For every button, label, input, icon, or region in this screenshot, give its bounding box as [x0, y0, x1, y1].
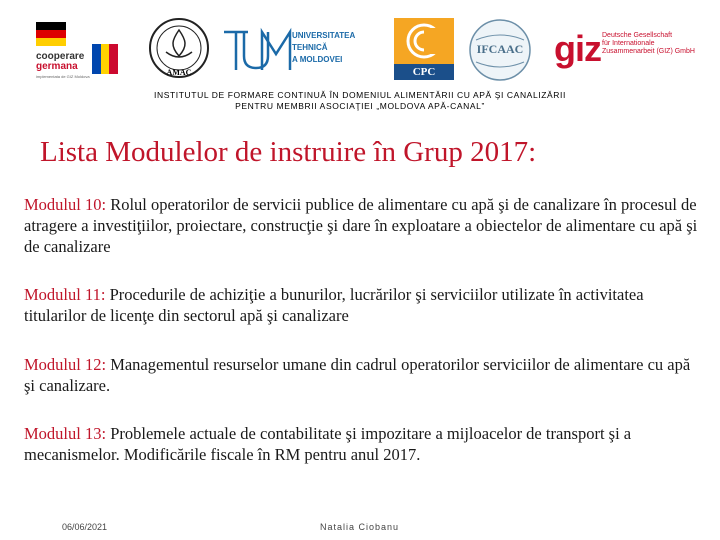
module-item — [24, 423, 702, 465]
amac-logo — [146, 16, 212, 84]
module-label: Modulul 10: — [24, 195, 107, 214]
module-item — [24, 354, 702, 396]
page-title: Lista Modulelor de instruire în Grup 2017: — [40, 136, 537, 168]
cooperare-subtext: implementata de GIZ Moldova — [36, 74, 90, 79]
module-list — [24, 194, 702, 492]
institute-heading — [0, 90, 720, 112]
footer-author: Natalia Ciobanu — [320, 522, 400, 532]
module-text: Managementul resurselor umane din cadrul operatorilor serviciilor de alimentare cu apă şi canalizare. — [24, 355, 691, 395]
module-text: Rolul operatorilor de servicii publice de alimentare cu apă şi de canalizare în procesul de atragere a investiţiilor, proiectare, construcţie şi dare în exploatare a obiectelor de alimentare cu apă şi de canalizare — [24, 195, 698, 256]
giz-logo — [554, 28, 714, 76]
moldova-flag-icon — [92, 44, 118, 74]
utm-logo — [222, 24, 382, 76]
cooperare-germana-logo — [36, 22, 122, 86]
module-label: Modulul 13: — [24, 424, 107, 443]
institute-line-1: INSTITUTUL DE FORMARE CONTINUĂ ÎN DOMENIUL ALIMENTĂRII CU APĂ ŞI CANALIZĂRII — [154, 90, 566, 100]
module-text: Procedurile de achiziţie a bunurilor, lucrărilor şi serviciilor utilizate în activitatea titularilor de licenţe din sectorul apă şi canalizare — [24, 285, 644, 325]
cpc-text: CPC — [394, 64, 454, 80]
module-item — [24, 284, 702, 326]
module-label: Modulul 12: — [24, 355, 107, 374]
ifcaac-text: IFCAAC — [476, 42, 524, 56]
giz-mark: giz — [554, 28, 601, 69]
cpc-logo — [394, 18, 454, 80]
ifcaac-logo — [468, 18, 532, 82]
module-item — [24, 194, 702, 257]
module-label: Modulul 11: — [24, 285, 106, 304]
amac-text: AMAC — [166, 68, 192, 77]
utm-text: UNIVERSITATEA TEHNICĂ A MOLDOVEI — [292, 31, 355, 64]
logo-strip — [0, 10, 720, 85]
germany-flag-icon — [36, 22, 66, 46]
institute-line-2: PENTRU MEMBRII ASOCIAŢIEI „MOLDOVA APĂ-CANAL” — [235, 101, 485, 111]
cooperare-text: cooperare germana — [36, 51, 85, 72]
giz-text: Deutsche Gesellschaft für Internationale Zusammenarbeit (GIZ) GmbH — [602, 32, 695, 55]
module-text: Problemele actuale de contabilitate şi impozitare a mijloacelor de transport şi a mecanismelor. Modificările fiscale în RM pentru anul 2017. — [24, 424, 632, 464]
footer-date: 06/06/2021 — [62, 522, 108, 532]
